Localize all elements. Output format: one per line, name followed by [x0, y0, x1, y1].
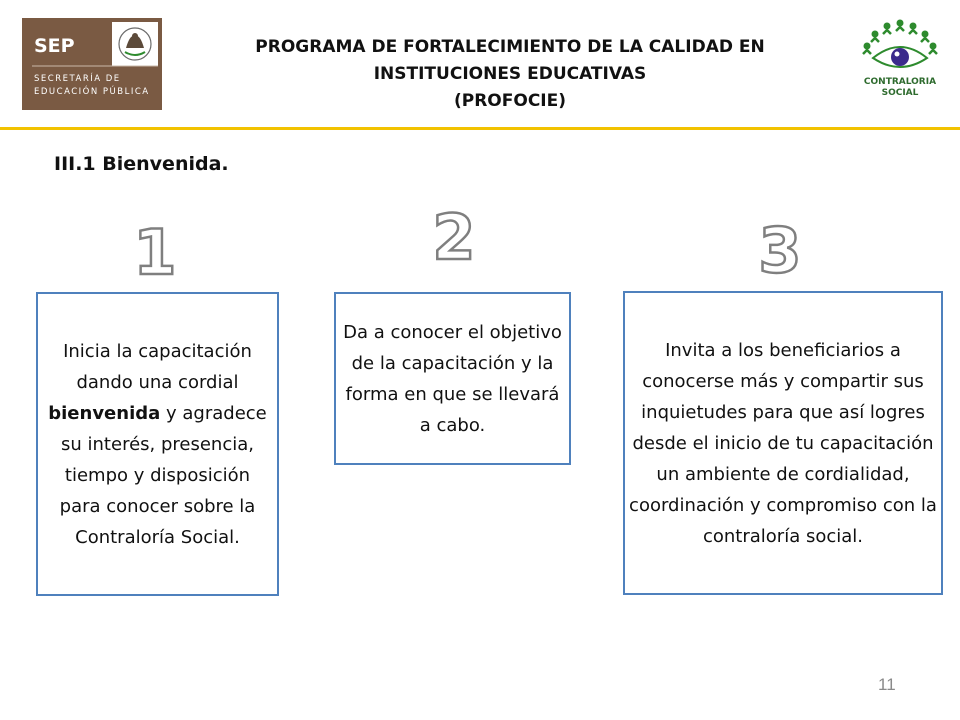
step-box-2: [334, 292, 571, 465]
step-number-2: [429, 207, 479, 267]
svg-text:2: 2: [432, 207, 476, 267]
step-number-1: [130, 222, 180, 282]
cs-line2: SOCIAL: [881, 88, 919, 98]
step-text-3: Invita a los beneficiarios a conocerse más y compartir sus inquietudes para que así logres desde el inicio de tu capacitación un ambiente de cordialidad, coordinación y compromiso con la contraloría social.: [629, 339, 937, 547]
step-number-3: [755, 220, 805, 280]
sep-logo: [22, 18, 162, 110]
sep-line2: EDUCACIÓN PÚBLICA: [34, 87, 150, 97]
title-line-2: INSTITUCIONES EDUCATIVAS: [373, 64, 647, 84]
svg-text:3: 3: [758, 220, 802, 280]
step-text-2: Da a conocer el objetivo de la capacitación y la forma en que se llevará a cabo.: [343, 321, 562, 436]
section-title: III.1 Bienvenida.: [54, 153, 229, 175]
step-text-1: Inicia la capacitación dando una cordial bienvenida y agradece su interés, presencia, tiempo y disposición para conocer sobre la Contraloría Social.: [48, 340, 267, 548]
sep-line1: SECRETARÍA DE: [34, 74, 121, 84]
sep-abbr: SEP: [34, 35, 75, 57]
step-box-1: [36, 292, 279, 596]
header-divider: [0, 127, 960, 130]
svg-text:1: 1: [133, 222, 177, 282]
title-line-3: (PROFOCIE): [453, 91, 567, 111]
cs-line1: CONTRALORIA: [863, 77, 937, 87]
document-title: [200, 34, 820, 115]
step-text-1-bold: bienvenida: [48, 402, 161, 424]
step-box-3: [623, 291, 943, 595]
title-line-1: PROGRAMA DE FORTALECIMIENTO DE LA CALIDAD EN: [255, 37, 765, 57]
contraloria-social-logo: [855, 18, 945, 100]
page-number: 11: [878, 675, 896, 694]
